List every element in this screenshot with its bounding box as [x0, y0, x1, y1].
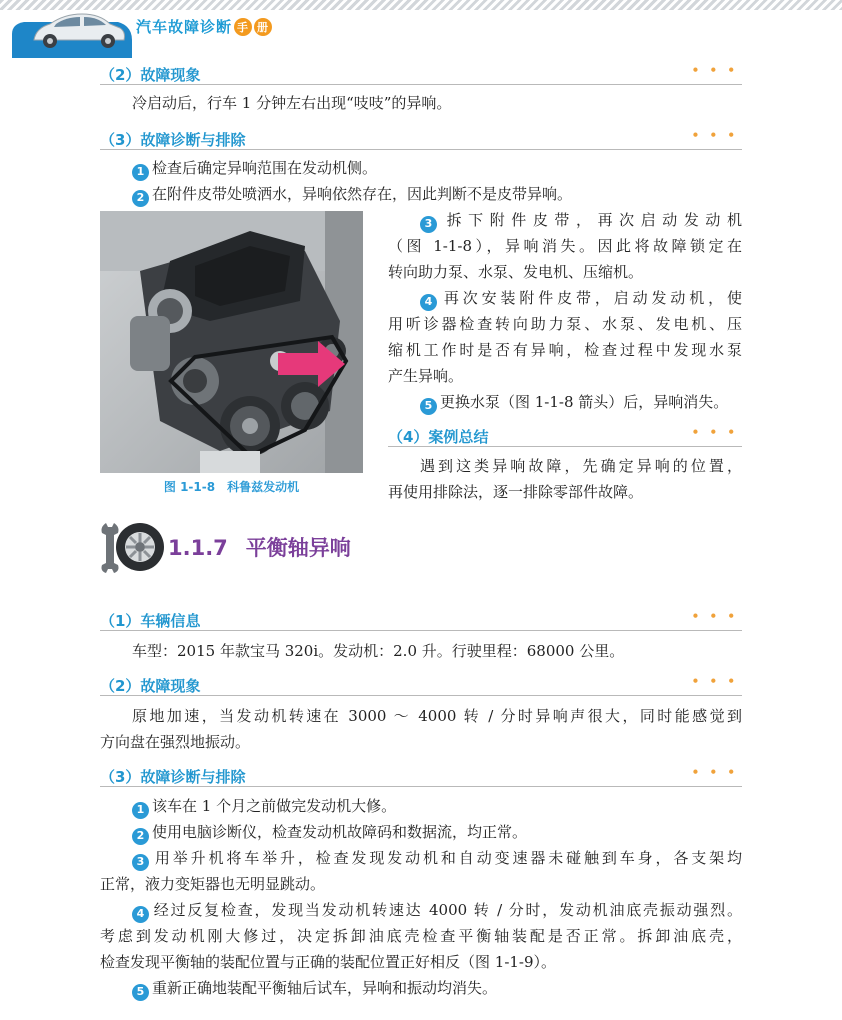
wrench-wheel-icon	[98, 519, 164, 575]
step-number-badge: 4	[420, 294, 437, 311]
case1-summary-text	[388, 453, 742, 505]
step-3-line: 转向助力泵、水泵、发电机、压缩机。	[388, 263, 644, 281]
case1-phenomenon-text	[100, 90, 742, 116]
step-1	[100, 155, 742, 181]
page-header	[0, 0, 842, 62]
section-dots: • • •	[691, 609, 738, 623]
step-4-line: 缩机工作时是否有异响，检查过程中发现水泵	[388, 341, 742, 359]
step-4-line	[100, 897, 742, 923]
step-text: 更换水泵（图 1-1-8 箭头）后，异响消失。	[440, 393, 729, 411]
step-4-line: 考虑到发动机刚大修过，决定拆卸油底壳检查平衡轴装配是否正常。拆卸油底壳，	[100, 927, 742, 945]
case1-diagnosis-heading	[100, 128, 742, 150]
section-dots: • • •	[691, 765, 738, 779]
step-2	[100, 181, 742, 207]
step-5-line	[388, 389, 742, 415]
step-text: 拆下附件皮带，再次启动发动机	[440, 211, 742, 229]
step-text: 重新正确地装配平衡轴后试车，异响和振动均消失。	[152, 979, 498, 997]
step-text: 经过反复检查，发现当发动机转速达 4000 转 / 分时，发动机油底壳振动强烈。	[152, 901, 742, 919]
step-4-line: 用听诊器检查转向助力泵、水泵、发电机、压	[388, 315, 742, 333]
step-4-line	[388, 285, 742, 311]
case2-phenomenon-heading	[100, 674, 742, 696]
step-text: 使用电脑诊断仪，检查发动机故障码和数据流，均正常。	[152, 823, 528, 841]
step-number-badge: 3	[420, 216, 437, 233]
section-label: （2）故障现象	[100, 66, 201, 84]
step-number-badge: 1	[132, 802, 149, 819]
step-3-line: 正常，液力变矩器也无明显跳动。	[100, 875, 326, 893]
step-text: 该车在 1 个月之前做完发动机大修。	[152, 797, 397, 815]
step-3-line: （图 1-1-8），异响消失。因此将故障锁定在	[388, 237, 742, 255]
case2-phenomenon-text	[100, 703, 742, 755]
step-3-line	[388, 207, 742, 233]
case1-steps-top	[100, 155, 742, 207]
paragraph-line: 原地加速，当发动机转速在 3000 ～ 4000 转 / 分时异响声很大，同时能感觉到	[132, 707, 742, 725]
section-label: （2）故障现象	[100, 677, 201, 695]
case1-summary-heading	[388, 425, 742, 447]
car-icon	[10, 4, 132, 58]
section-dots: • • •	[691, 128, 738, 142]
section-label: （3）故障诊断与排除	[100, 768, 246, 786]
header-badge-2: 册	[254, 18, 272, 36]
section-label: （1）车辆信息	[100, 612, 201, 630]
step-1	[100, 793, 742, 819]
section-dots: • • •	[691, 674, 738, 688]
case2-steps	[100, 793, 742, 1001]
case1-phenomenon-heading	[100, 63, 742, 85]
case2-vehicle-text	[100, 638, 742, 664]
header-badge-1: 手	[234, 18, 252, 36]
step-4-line: 产生异响。	[388, 367, 464, 385]
summary-line: 遇到这类异响故障，先确定异响的位置，	[420, 457, 742, 475]
header-title	[136, 16, 272, 37]
step-text: 用举升机将车举升，检查发现发动机和自动变速器未碰触到车身，各支架均	[152, 849, 742, 867]
step-number-badge: 3	[132, 854, 149, 871]
summary-line: 再使用排除法，逐一排除零部件故障。	[388, 483, 644, 501]
section-dots: • • •	[691, 425, 738, 439]
paragraph: 冷启动后，行车 1 分钟左右出现“吱吱”的异响。	[132, 94, 452, 112]
section-dots: • • •	[691, 63, 738, 77]
step-number-badge: 5	[420, 398, 437, 415]
paragraph: 车型：2015 年款宝马 320i。发动机：2.0 升。行驶里程：68000 公里。	[132, 642, 625, 660]
case2-vehicle-heading	[100, 609, 742, 631]
step-text: 再次安装附件皮带，启动发动机，使	[440, 289, 742, 307]
case1-steps-right	[388, 207, 742, 415]
step-5	[100, 975, 742, 1001]
paragraph-line: 方向盘在强烈地振动。	[100, 733, 251, 751]
case2-diagnosis-heading	[100, 765, 742, 787]
section-label: （4）案例总结	[388, 428, 489, 446]
chapter-title	[168, 532, 369, 562]
step-3-line	[100, 845, 742, 871]
step-number-badge: 2	[132, 190, 149, 207]
step-number-badge: 5	[132, 984, 149, 1001]
section-label: （3）故障诊断与排除	[100, 131, 246, 149]
header-title-text: 汽车故障诊断	[136, 18, 233, 36]
engine-photo	[100, 211, 363, 473]
step-text: 在附件皮带处喷洒水，异响依然存在，因此判断不是皮带异响。	[152, 185, 573, 203]
step-2	[100, 819, 742, 845]
step-number-badge: 4	[132, 906, 149, 923]
step-number-badge: 1	[132, 164, 149, 181]
chapter-number: 1.1.7	[168, 536, 228, 560]
chapter-name: 平衡轴异响	[245, 536, 351, 560]
figure-caption: 图 1-1-8 科鲁兹发动机	[163, 480, 300, 494]
step-number-badge: 2	[132, 828, 149, 845]
step-text: 检查后确定异响范围在发动机侧。	[152, 159, 378, 177]
step-4-line: 检查发现平衡轴的装配位置与正确的装配位置正好相反（图 1-1-9）。	[100, 953, 557, 971]
